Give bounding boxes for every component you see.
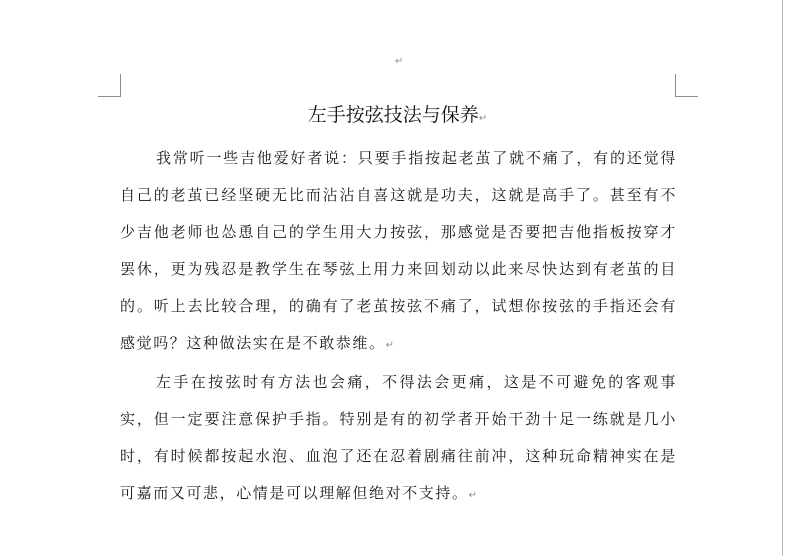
- margin-corner-top-left: [98, 74, 121, 97]
- paragraph-mark-icon: ↵: [468, 490, 479, 501]
- paragraph-2[interactable]: [120, 364, 677, 514]
- paragraph-1[interactable]: [120, 140, 677, 364]
- page-edge: [782, 0, 783, 556]
- document-title[interactable]: [0, 100, 795, 134]
- paragraph-mark-icon: ↵: [395, 56, 404, 67]
- paragraph-mark-icon: ↵: [478, 113, 488, 124]
- paragraph-text: 左手在按弦时有方法也会痛，不得法会更痛，这是不可避免的客观事实，但一定要注意保护手指。特别是有的初学者开始干劲十足一练就是几小时，有时候都按起水泡、血泡了还在忍着剧痛往前冲，这种玩命精神实在是可嘉而又可悲，心情是可以理解但绝对不支持。: [120, 373, 677, 502]
- paragraph-text: 我常听一些吉他爱好者说：只要手指按起老茧了就不痛了，有的还觉得自己的老茧已经坚硬无比而沾沾自喜这就是功夫，这就是高手了。甚至有不少吉他老师也怂恿自己的学生用大力按弦，那感觉是否要把吉他指板按穿才罢休，更为残忍是教学生在琴弦上用力来回划动以此来尽快达到有老茧的目的。听上去比较合理，的确有了老茧按弦不痛了，试想你按弦的手指还会有感觉吗？这种做法实在是不敢恭维。: [120, 149, 677, 352]
- margin-corner-top-right: [675, 74, 698, 97]
- paragraph-mark-icon: ↵: [385, 340, 396, 351]
- document-body[interactable]: [120, 140, 677, 514]
- title-text: 左手按弦技法与保养: [307, 104, 479, 126]
